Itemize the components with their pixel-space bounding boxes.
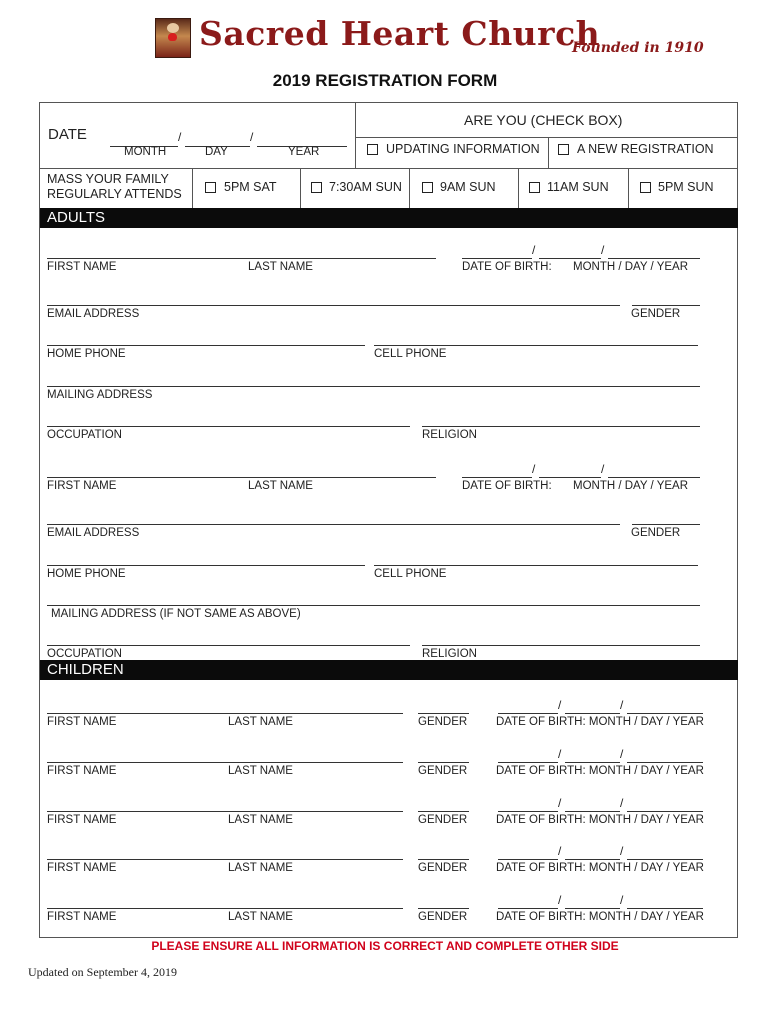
- adult1-gender-label: GENDER: [631, 308, 681, 320]
- child1-gender-label: GENDER: [418, 716, 468, 728]
- child5-gender-line[interactable]: [418, 908, 469, 909]
- child4-dob-month-line[interactable]: [498, 859, 558, 860]
- adult2-dob-format: MONTH / DAY / YEAR: [573, 480, 689, 492]
- date-year-label: YEAR: [288, 146, 320, 158]
- adult2-cell-phone-label: CELL PHONE: [374, 568, 447, 580]
- adult2-email-label: EMAIL ADDRESS: [47, 527, 140, 539]
- child3-dob-day-line[interactable]: [565, 811, 620, 812]
- child1-gender-line[interactable]: [418, 713, 469, 714]
- child5-dob-label: DATE OF BIRTH: MONTH / DAY / YEAR: [496, 911, 704, 923]
- adult2-gender-label: GENDER: [631, 527, 681, 539]
- child2-dob-year-line[interactable]: [627, 762, 703, 763]
- child3-dob-year-line[interactable]: [627, 811, 703, 812]
- adult1-occupation-label: OCCUPATION: [47, 429, 122, 441]
- adult2-name-line[interactable]: [47, 477, 436, 478]
- church-name: Sacred Heart Church: [199, 14, 601, 53]
- child4-gender-label: GENDER: [418, 862, 468, 874]
- adult1-dob-slash-2: /: [601, 243, 605, 257]
- adult1-gender-line[interactable]: [632, 305, 700, 306]
- mass-5pm-sun-checkbox[interactable]: [640, 182, 651, 193]
- child3-last-name-label: LAST NAME: [228, 814, 293, 826]
- children-heading: CHILDREN: [40, 660, 738, 680]
- child1-dob-month-line[interactable]: [498, 713, 558, 714]
- footer-notice: PLEASE ENSURE ALL INFORMATION IS CORRECT AND COMPLETE OTHER SIDE: [151, 939, 619, 953]
- child1-dob-day-line[interactable]: [565, 713, 620, 714]
- adult2-occupation-label: OCCUPATION: [47, 648, 122, 660]
- top-section-bottom: [39, 168, 738, 169]
- child2-dob-month-line[interactable]: [498, 762, 558, 763]
- adult1-occupation-line[interactable]: [47, 426, 410, 427]
- adult1-mailing-line[interactable]: [47, 386, 700, 387]
- child4-name-line[interactable]: [47, 859, 403, 860]
- adult2-occupation-line[interactable]: [47, 645, 410, 646]
- child1-dob-label: DATE OF BIRTH: MONTH / DAY / YEAR: [496, 716, 704, 728]
- mass-5pm-sat-label: 5PM SAT: [224, 180, 277, 194]
- adult1-home-phone-label: HOME PHONE: [47, 348, 126, 360]
- child5-dob-slash-2: /: [620, 893, 624, 907]
- mass-divider-5: [628, 168, 629, 208]
- child5-last-name-label: LAST NAME: [228, 911, 293, 923]
- adult2-mailing-label: MAILING ADDRESS (IF NOT SAME AS ABOVE): [51, 608, 301, 620]
- form-title: 2019 REGISTRATION FORM: [272, 71, 498, 90]
- adult1-mailing-label: MAILING ADDRESS: [47, 389, 153, 401]
- adult1-first-name-label: FIRST NAME: [47, 261, 117, 273]
- child3-dob-slash-1: /: [558, 796, 562, 810]
- mass-divider-2: [300, 168, 301, 208]
- adult1-last-name-label: LAST NAME: [248, 261, 313, 273]
- child3-dob-label: DATE OF BIRTH: MONTH / DAY / YEAR: [496, 814, 704, 826]
- child2-dob-slash-2: /: [620, 747, 624, 761]
- mass-9am-sun-checkbox[interactable]: [422, 182, 433, 193]
- top-mid-divider: [355, 137, 738, 138]
- adult1-email-line[interactable]: [47, 305, 620, 306]
- adult2-dob-month-line[interactable]: [462, 477, 532, 478]
- adult1-dob-format: MONTH / DAY / YEAR: [573, 261, 689, 273]
- child1-dob-year-line[interactable]: [627, 713, 703, 714]
- mass-11am-sun-label: 11AM SUN: [547, 180, 609, 194]
- child3-dob-month-line[interactable]: [498, 811, 558, 812]
- adult1-home-phone-line[interactable]: [47, 345, 365, 346]
- child5-first-name-label: FIRST NAME: [47, 911, 117, 923]
- child5-dob-month-line[interactable]: [498, 908, 558, 909]
- adult2-dob-slash-2: /: [601, 462, 605, 476]
- child1-first-name-label: FIRST NAME: [47, 716, 117, 728]
- child2-name-line[interactable]: [47, 762, 403, 763]
- child4-dob-slash-1: /: [558, 844, 562, 858]
- church-logo-icon: [155, 18, 191, 58]
- child5-name-line[interactable]: [47, 908, 403, 909]
- adult1-dob-label: DATE OF BIRTH:: [462, 261, 552, 273]
- adult2-last-name-label: LAST NAME: [248, 480, 313, 492]
- adult2-religion-label: RELIGION: [422, 648, 477, 660]
- child4-last-name-label: LAST NAME: [228, 862, 293, 874]
- new-registration-label: A NEW REGISTRATION: [577, 142, 714, 156]
- mass-label-line1: MASS YOUR FAMILY: [47, 172, 169, 186]
- adults-heading: ADULTS: [40, 208, 738, 228]
- top-date-divider: [355, 102, 356, 168]
- child5-dob-year-line[interactable]: [627, 908, 703, 909]
- child5-dob-day-line[interactable]: [565, 908, 620, 909]
- footer-updated: Updated on September 4, 2019: [28, 965, 177, 979]
- child1-name-line[interactable]: [47, 713, 403, 714]
- child4-gender-line[interactable]: [418, 859, 469, 860]
- child5-gender-label: GENDER: [418, 911, 468, 923]
- mass-label-line2: REGULARLY ATTENDS: [47, 187, 182, 201]
- child3-name-line[interactable]: [47, 811, 403, 812]
- child2-last-name-label: LAST NAME: [228, 765, 293, 777]
- updating-info-checkbox[interactable]: [367, 144, 378, 155]
- child1-dob-slash-1: /: [558, 698, 562, 712]
- adult1-cell-phone-line[interactable]: [374, 345, 698, 346]
- child1-dob-slash-2: /: [620, 698, 624, 712]
- child4-dob-slash-2: /: [620, 844, 624, 858]
- child3-dob-slash-2: /: [620, 796, 624, 810]
- adult2-dob-day-line[interactable]: [539, 477, 601, 478]
- adult2-dob-label: DATE OF BIRTH:: [462, 480, 552, 492]
- date-month-label: MONTH: [124, 146, 167, 158]
- mass-11am-sun-checkbox[interactable]: [529, 182, 540, 193]
- date-slash-1: /: [178, 130, 182, 144]
- child1-last-name-label: LAST NAME: [228, 716, 293, 728]
- child5-dob-slash-1: /: [558, 893, 562, 907]
- child3-first-name-label: FIRST NAME: [47, 814, 117, 826]
- adult2-dob-year-line[interactable]: [608, 477, 700, 478]
- mass-divider-3: [409, 168, 410, 208]
- child4-dob-label: DATE OF BIRTH: MONTH / DAY / YEAR: [496, 862, 704, 874]
- adult2-mailing-line[interactable]: [47, 605, 700, 606]
- adult1-dob-slash-1: /: [532, 243, 536, 257]
- adult2-religion-line[interactable]: [422, 645, 700, 646]
- date-label: DATE: [48, 126, 87, 143]
- mass-divider-4: [518, 168, 519, 208]
- date-slash-2: /: [250, 130, 254, 144]
- child4-dob-day-line[interactable]: [565, 859, 620, 860]
- adult1-dob-month-line[interactable]: [462, 258, 532, 259]
- adult1-religion-label: RELIGION: [422, 429, 477, 441]
- child2-gender-label: GENDER: [418, 765, 468, 777]
- adult2-gender-line[interactable]: [632, 524, 700, 525]
- updating-info-label: UPDATING INFORMATION: [386, 142, 540, 156]
- child4-dob-year-line[interactable]: [627, 859, 703, 860]
- mass-730am-sun-checkbox[interactable]: [311, 182, 322, 193]
- date-day-label: DAY: [205, 146, 228, 158]
- adult1-dob-day-line[interactable]: [539, 258, 601, 259]
- mass-730am-sun-label: 7:30AM SUN: [329, 180, 402, 194]
- adult1-email-label: EMAIL ADDRESS: [47, 308, 140, 320]
- child2-gender-line[interactable]: [418, 762, 469, 763]
- top-options-divider: [548, 137, 549, 168]
- adult2-cell-phone-line[interactable]: [374, 565, 698, 566]
- adult1-religion-line[interactable]: [422, 426, 700, 427]
- adult2-home-phone-label: HOME PHONE: [47, 568, 126, 580]
- adult2-email-line[interactable]: [47, 524, 620, 525]
- new-registration-checkbox[interactable]: [558, 144, 569, 155]
- adult2-first-name-label: FIRST NAME: [47, 480, 117, 492]
- child2-dob-day-line[interactable]: [565, 762, 620, 763]
- child4-first-name-label: FIRST NAME: [47, 862, 117, 874]
- adult2-dob-slash-1: /: [532, 462, 536, 476]
- are-you-label: ARE YOU (CHECK BOX): [464, 112, 623, 128]
- adult1-cell-phone-label: CELL PHONE: [374, 348, 447, 360]
- child2-dob-slash-1: /: [558, 747, 562, 761]
- mass-divider-1: [192, 168, 193, 208]
- mass-5pm-sat-checkbox[interactable]: [205, 182, 216, 193]
- adult1-dob-year-line[interactable]: [608, 258, 700, 259]
- child3-gender-line[interactable]: [418, 811, 469, 812]
- child2-first-name-label: FIRST NAME: [47, 765, 117, 777]
- child2-dob-label: DATE OF BIRTH: MONTH / DAY / YEAR: [496, 765, 704, 777]
- founded-text: Founded in 1910: [572, 40, 704, 56]
- mass-5pm-sun-label: 5PM SUN: [658, 180, 714, 194]
- adult2-home-phone-line[interactable]: [47, 565, 365, 566]
- mass-9am-sun-label: 9AM SUN: [440, 180, 496, 194]
- child3-gender-label: GENDER: [418, 814, 468, 826]
- adult1-name-line[interactable]: [47, 258, 436, 259]
